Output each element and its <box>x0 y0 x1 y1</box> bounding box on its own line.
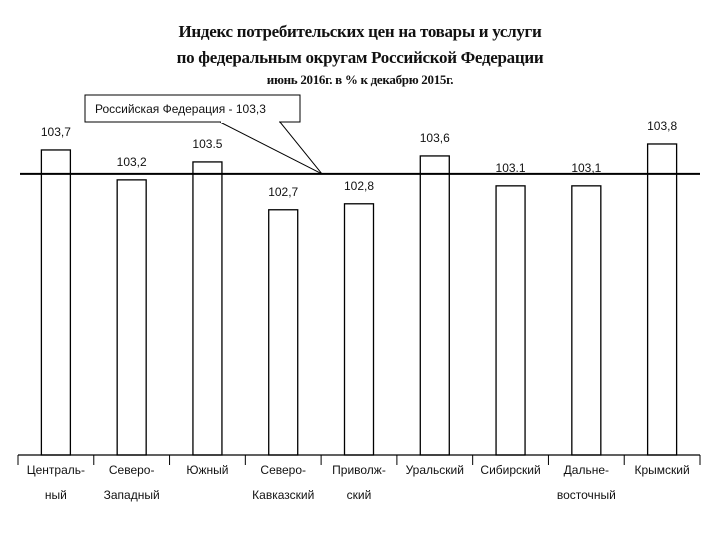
chart-title: Индекс потребительских цен на товары и услуги <box>178 22 542 41</box>
bar <box>648 144 677 455</box>
chart-subtitle: по федеральным округам Российской Федерации <box>176 48 544 67</box>
value-label: 103.5 <box>192 136 223 151</box>
category-label: Крымский <box>634 463 690 477</box>
category-label: Уральский <box>405 463 464 477</box>
value-label: 103,2 <box>116 154 147 169</box>
reference-label: Российская Федерация - 103,3 <box>95 102 266 116</box>
value-label: 102,8 <box>343 178 375 193</box>
category-label: Централь- <box>26 463 86 477</box>
value-label: 103,1 <box>571 160 602 175</box>
bar <box>572 186 601 455</box>
category-label: Дальне- <box>563 463 610 477</box>
bar <box>41 150 70 455</box>
category-label: Северо- <box>260 463 307 477</box>
value-label: 102,7 <box>268 184 299 199</box>
value-label: 103,6 <box>419 130 450 145</box>
bar <box>193 162 222 455</box>
category-label: ский <box>346 488 372 502</box>
category-label: Северо- <box>108 463 155 477</box>
category-label: ный <box>44 488 67 502</box>
category-label: Южный <box>186 463 229 477</box>
bar <box>345 204 374 455</box>
bar <box>117 180 146 455</box>
bar <box>496 186 525 455</box>
category-label: восточный <box>556 488 616 502</box>
callout-pointer <box>220 122 322 174</box>
chart-period: июнь 2016г. в % к декабрю 2015г. <box>266 72 454 87</box>
value-label: 103,8 <box>647 118 678 133</box>
value-label: 103,7 <box>40 124 71 139</box>
bar <box>269 210 298 455</box>
value-label: 103.1 <box>495 160 526 175</box>
category-label: Западный <box>103 488 160 502</box>
category-label: Сибирский <box>480 463 541 477</box>
category-label: Приволж- <box>332 463 386 477</box>
category-label: Кавказский <box>252 488 315 502</box>
bar <box>420 156 449 455</box>
